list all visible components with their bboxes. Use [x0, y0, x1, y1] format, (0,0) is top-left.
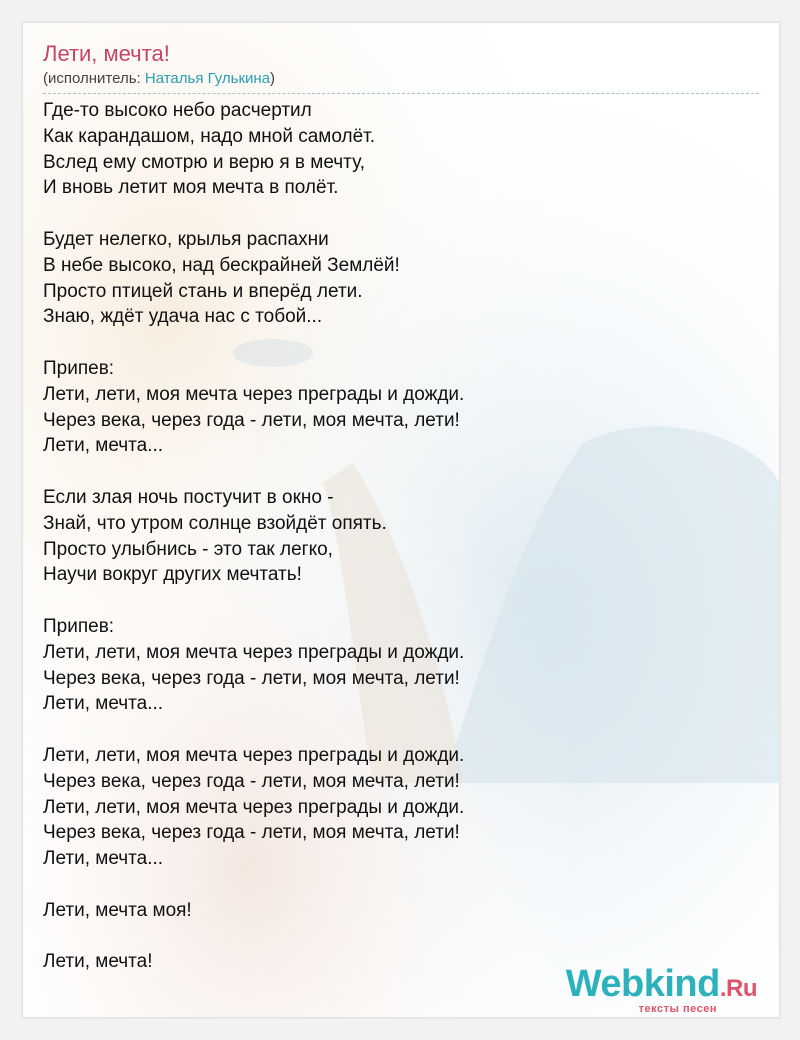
lyrics-card — [22, 22, 780, 1018]
stanza — [43, 743, 759, 872]
lyric-line: Вслед ему смотрю и верю я в мечту, — [43, 151, 365, 173]
lyric-line: Лети, лети, моя мечта через преграды и дожди. — [43, 383, 465, 405]
logo-tagline: тексты песен — [638, 1003, 717, 1015]
lyric-line: Научи вокруг других мечтать! — [43, 564, 302, 586]
stanza — [43, 614, 759, 717]
performer-line — [43, 69, 759, 94]
lyric-line: Лети, мечта моя! — [43, 899, 192, 921]
webkind-logo[interactable] — [566, 964, 757, 1015]
lyric-line: Знай, что утром солнце взойдёт опять. — [43, 512, 387, 534]
lyric-line: Через века, через года - лети, моя мечта, лети! — [43, 770, 460, 792]
lyric-line: Через века, через года - лети, моя мечта, лети! — [43, 667, 460, 689]
song-title: Лети, мечта! — [43, 41, 170, 66]
lyric-line: И вновь летит моя мечта в полёт. — [43, 177, 339, 199]
lyric-line: Лети, мечта... — [43, 435, 164, 457]
logo-brand: Webkind — [565, 963, 720, 1005]
lyric-line: Лети, лети, моя мечта через преграды и дожди. — [43, 796, 465, 818]
lyric-line: Лети, мечта... — [43, 848, 164, 870]
lyric-line: Как карандашом, надо мной самолёт. — [43, 125, 376, 147]
lyric-line: Знаю, ждёт удача нас с тобой... — [43, 306, 323, 328]
lyric-line: Просто улыбнись - это так легко, — [43, 538, 333, 560]
stanza — [43, 485, 759, 588]
stanza — [43, 356, 759, 459]
lyric-line: В небе высоко, над бескрайней Землёй! — [43, 254, 400, 276]
performer-prefix: (исполнитель: — [43, 70, 145, 87]
lyrics-content — [43, 39, 759, 1001]
lyric-line: Если злая ночь постучит в окно - — [43, 486, 334, 508]
lyric-line: Припев: — [43, 615, 115, 637]
lyric-line: Будет нелегко, крылья распахни — [43, 228, 329, 250]
performer-link[interactable]: Наталья Гулькина — [144, 70, 271, 87]
stanza — [43, 227, 759, 330]
lyric-line: Через века, через года - лети, моя мечта, лети! — [43, 822, 460, 844]
lyric-line: Где-то высоко небо расчертил — [43, 100, 312, 121]
lyrics-text — [43, 98, 759, 975]
lyric-line: Лети, лети, моя мечта через преграды и дожди. — [43, 744, 465, 766]
lyric-line: Лети, мечта! — [43, 951, 153, 973]
lyric-line: Лети, лети, моя мечта через преграды и дожди. — [43, 641, 465, 663]
lyric-line: Просто птицей стань и вперёд лети. — [43, 280, 363, 302]
logo-tld: .Ru — [719, 975, 757, 1002]
performer-suffix: ) — [270, 70, 276, 87]
lyric-line: Через века, через года - лети, моя мечта, лети! — [43, 409, 460, 431]
lyric-line: Припев: — [43, 357, 115, 379]
lyric-line: Лети, мечта... — [43, 693, 164, 715]
stanza — [43, 98, 759, 201]
stanza — [43, 898, 759, 924]
